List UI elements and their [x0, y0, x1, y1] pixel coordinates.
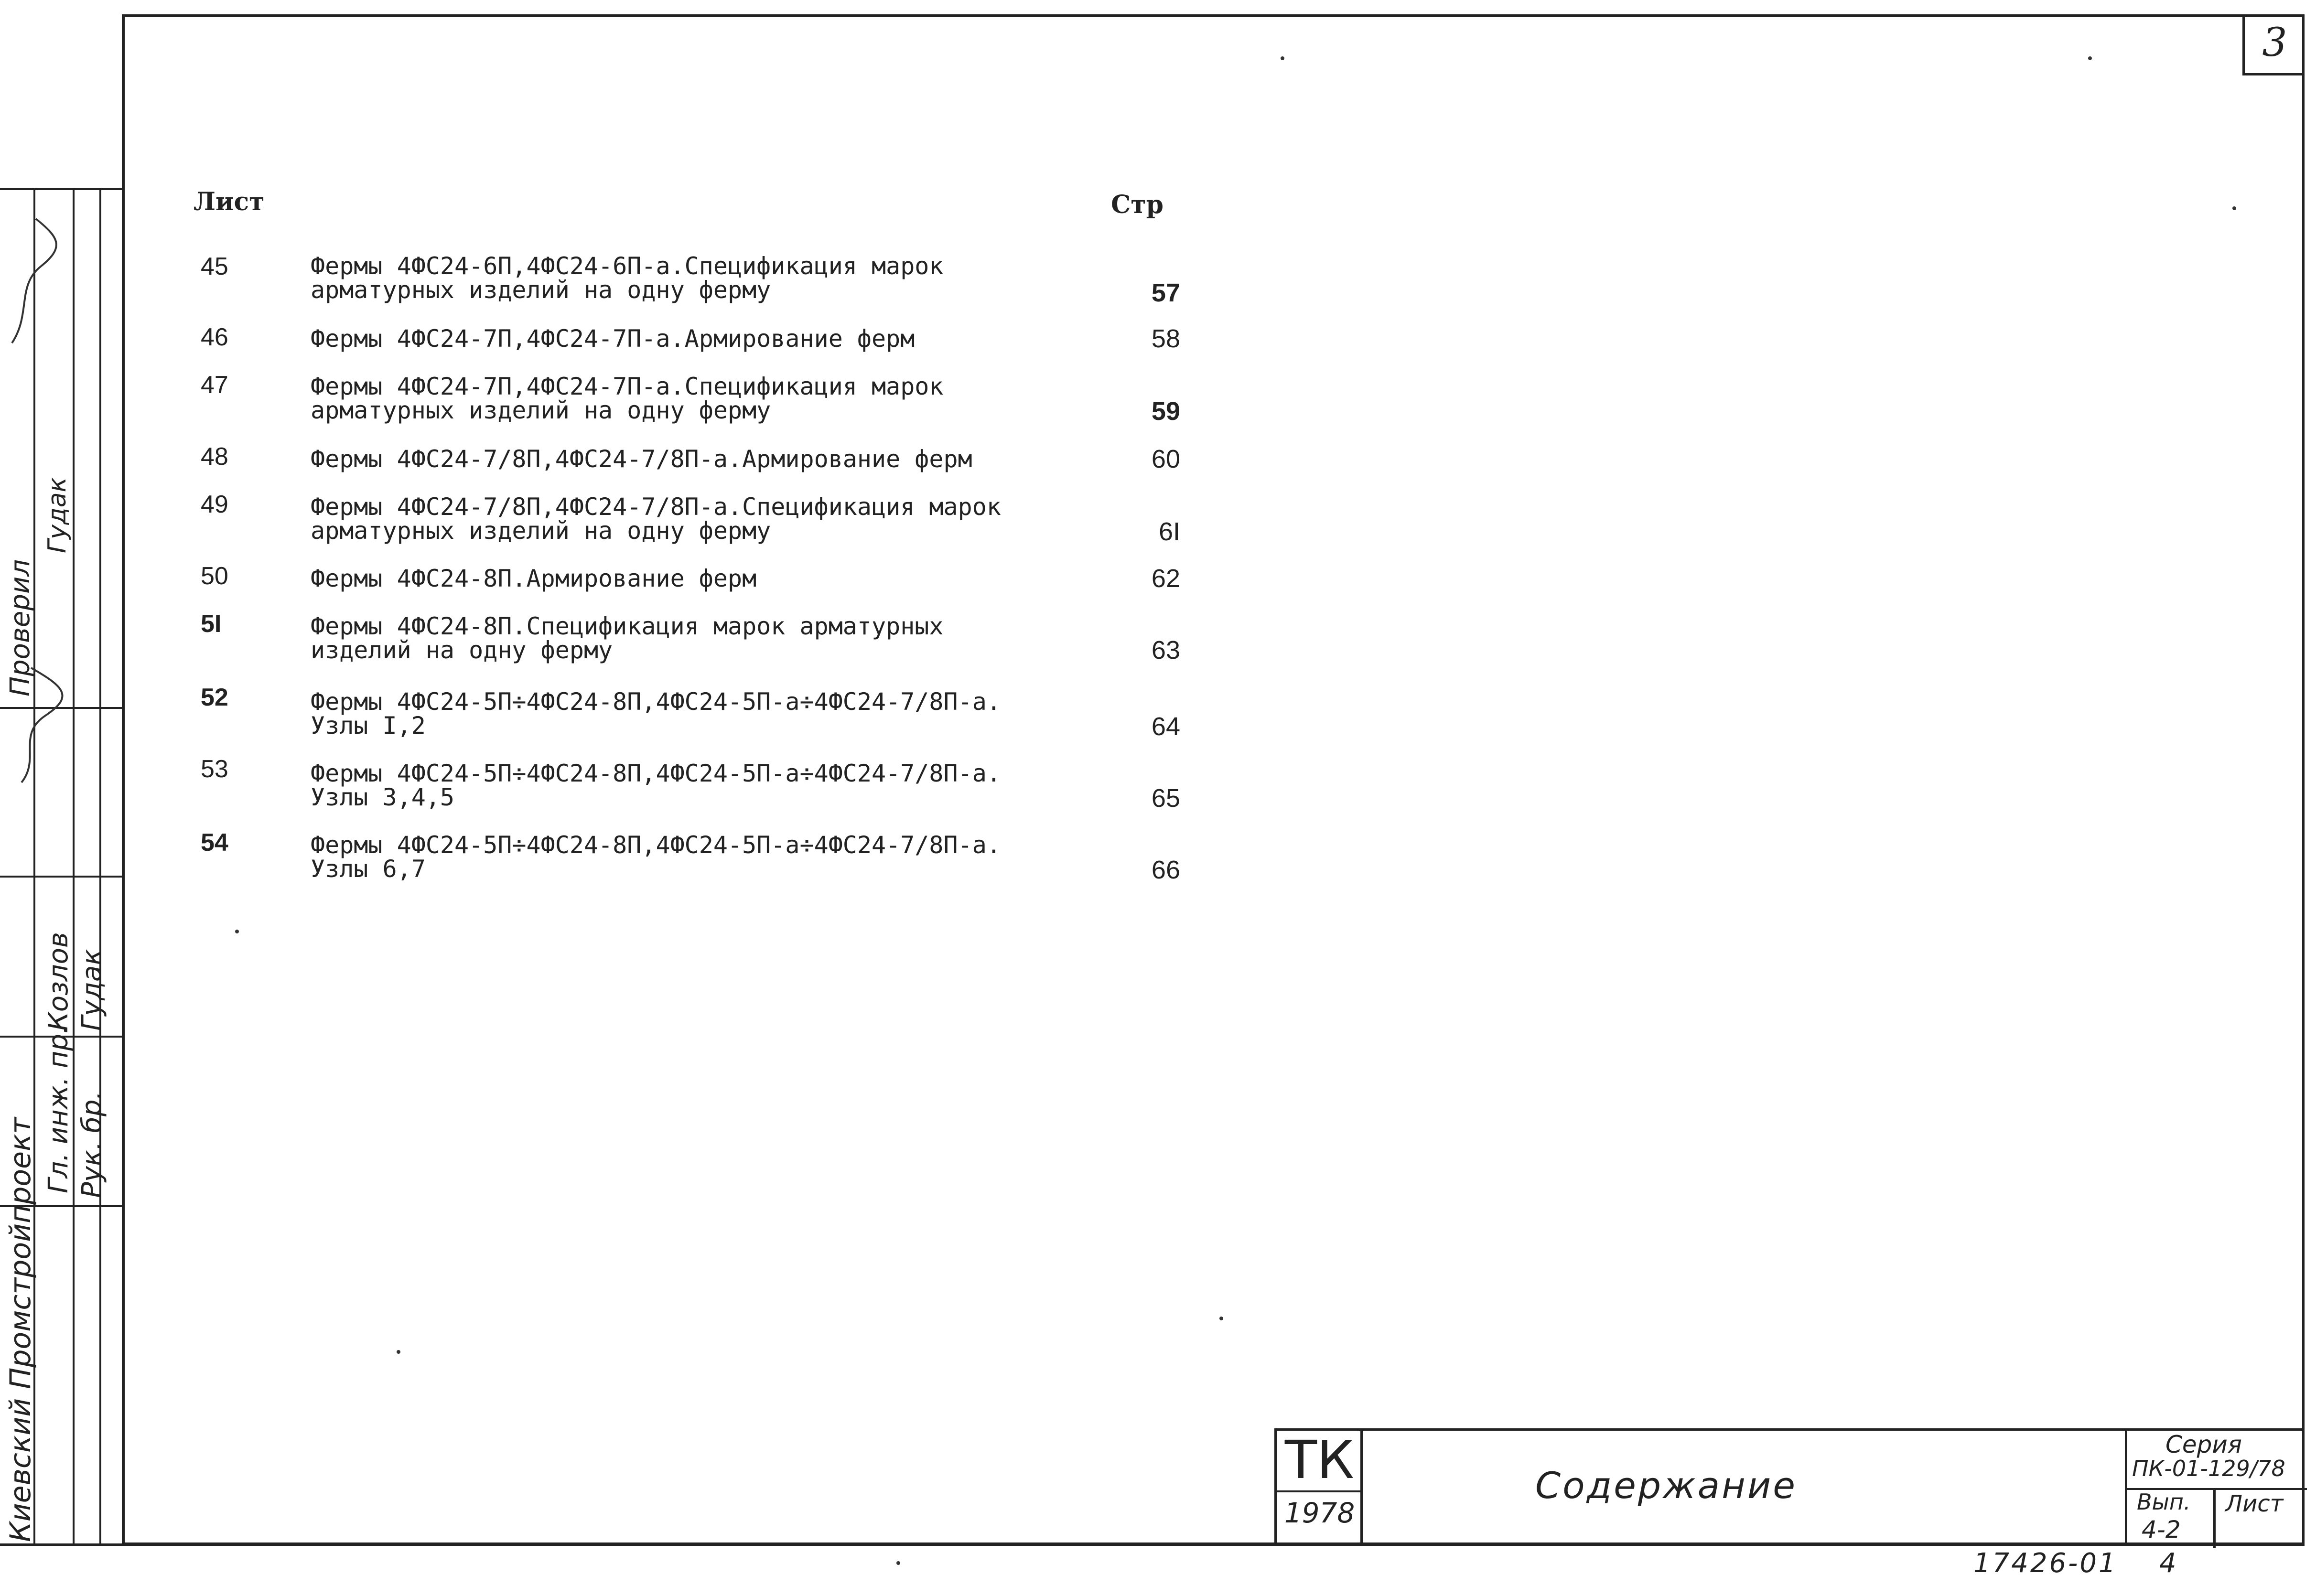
title-block-year: 1978: [1284, 1497, 1355, 1529]
stamp-divider: [99, 190, 101, 1543]
page-number-box: [2242, 17, 2305, 75]
title-block-divider: [2213, 1488, 2216, 1548]
stamp-role-checked: Проверил: [5, 559, 36, 696]
archive-sheet-number: 4: [2159, 1548, 2178, 1579]
sheet-number: 5I: [201, 610, 222, 638]
sheet-title: Фермы 4ФС24-7П,4ФС24-7П-а.Спецификация марок арматурных изделий на одну ферму: [311, 373, 944, 424]
sheet-title: Фермы 4ФС24-5П÷4ФС24-8П,4ФС24-5П-а÷4ФС24-7/8П-а. Узлы 6,7: [311, 831, 1001, 883]
issue-value: 4-2: [2142, 1516, 2181, 1543]
scan-speck: [2232, 206, 2236, 210]
stamp-organization: Киевский Промстройпроект: [4, 1117, 37, 1542]
stamp-divider: [0, 876, 122, 878]
sheet-title: Фермы 4ФС24-8П.Спецификация марок арматурных изделий на одну ферму: [311, 612, 944, 664]
stamp-role-group-head: Рук. бр.: [76, 1091, 108, 1198]
issue-label: Вып.: [2137, 1489, 2191, 1515]
title-block-divider: [1360, 1431, 1363, 1546]
title-block: [1274, 1428, 2305, 1546]
page-number-ref: 6I: [1158, 517, 1180, 546]
title-block-code: ТК: [1284, 1429, 1355, 1490]
sheet-title: Фермы 4ФС24-6П,4ФС24-6П-а.Спецификация марок арматурных изделий на одну ферму: [311, 252, 944, 304]
sheet-title: Фермы 4ФС24-5П÷4ФС24-8П,4ФС24-5П-а÷4ФС24-7/8П-а. Узлы 3,4,5: [311, 760, 1001, 811]
page-number-ref: 57: [1151, 278, 1180, 307]
stamp-role-chief-engineer: Гл. инж. пр.: [43, 1025, 74, 1193]
sheet-title: Фермы 4ФС24-5П÷4ФС24-8П,4ФС24-5П-а÷4ФС24-7/8П-а. Узлы I,2: [311, 688, 1001, 739]
sheet-number: 50: [201, 562, 228, 590]
page-number-ref: 62: [1151, 564, 1180, 593]
sheet-label: Лист: [2225, 1490, 2284, 1517]
sheet-number: 48: [201, 443, 228, 471]
stamp-divider: [73, 190, 75, 1543]
sheet-number: 45: [201, 253, 228, 280]
sheet-number: 47: [201, 371, 228, 399]
scan-speck: [1281, 56, 1284, 60]
scan-speck: [235, 930, 239, 933]
sheet-number: 54: [201, 829, 228, 857]
sheet-number: 49: [201, 491, 228, 518]
page-number-ref: 63: [1151, 636, 1180, 664]
left-approval-stamp: [0, 188, 122, 1546]
archive-code-line: [1973, 1548, 2178, 1579]
stamp-signatures: [2, 209, 72, 868]
series-value: ПК-01-129/78: [2132, 1456, 2285, 1481]
sheet-title: Фермы 4ФС24-8П.Армирование ферм: [311, 565, 757, 592]
archive-code: 17426-01: [1973, 1548, 2118, 1579]
sheet-number: 52: [201, 684, 228, 711]
page-number-ref: 65: [1151, 784, 1180, 813]
sheet-number: 46: [201, 323, 228, 351]
page-number-ref: 60: [1151, 445, 1180, 473]
scan-speck: [397, 1350, 400, 1354]
page-number-ref: 58: [1151, 324, 1180, 353]
scan-speck: [896, 1561, 900, 1565]
page-number-ref: 64: [1151, 712, 1180, 741]
sheet-title: Фермы 4ФС24-7/8П,4ФС24-7/8П-а.Армирование ферм: [311, 445, 972, 473]
sheet-number: 53: [201, 755, 228, 783]
sheet-title: Фермы 4ФС24-7/8П,4ФС24-7/8П-а.Спецификация марок арматурных изделий на одну ферму: [311, 493, 1001, 545]
stamp-name-chief-engineer: Козлов: [43, 932, 74, 1031]
sheet-column-header: Лист: [194, 187, 265, 216]
series-label: Серия: [2165, 1431, 2242, 1458]
scan-speck: [1219, 1317, 1223, 1320]
page-number-ref: 66: [1151, 856, 1180, 884]
scan-speck: [2088, 56, 2092, 60]
page-number: 3: [2262, 20, 2287, 65]
page-column-header: Стр: [1111, 190, 1163, 219]
sheet-title: Фермы 4ФС24-7П,4ФС24-7П-а.Армирование ферм: [311, 325, 915, 353]
stamp-name-group-head: Гудак: [76, 949, 108, 1031]
stamp-name-checked: Гудак: [43, 477, 72, 553]
document-title: Содержание: [1535, 1464, 1797, 1507]
title-block-divider: [1277, 1490, 1360, 1492]
page-number-ref: 59: [1151, 397, 1180, 426]
